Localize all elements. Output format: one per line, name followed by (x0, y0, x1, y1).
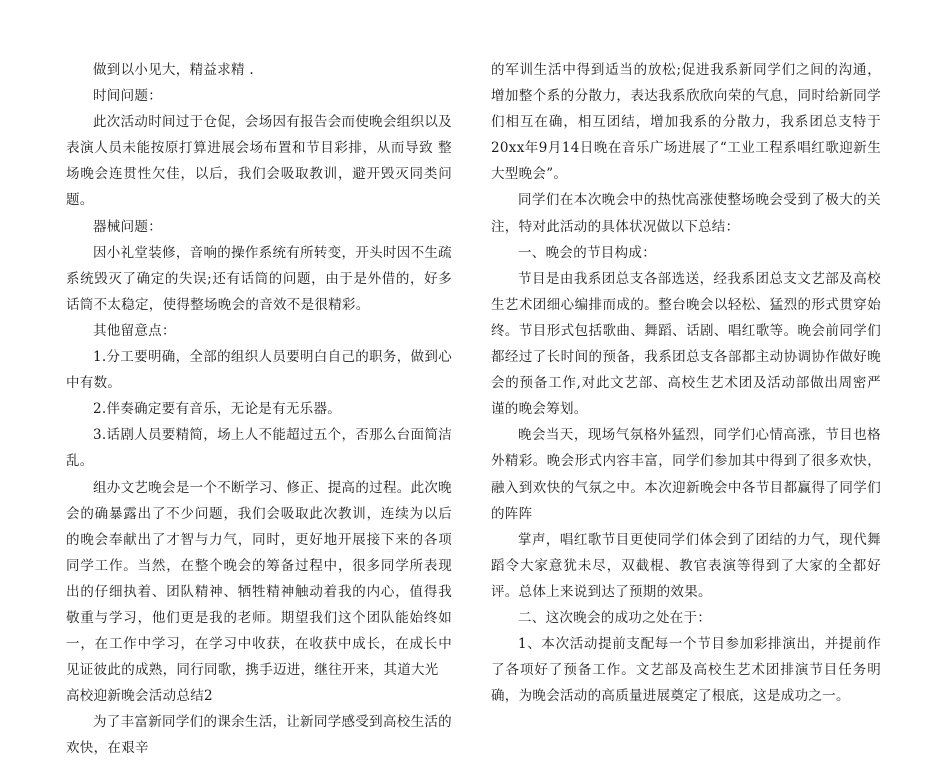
paragraph: 的军训生活中得到适当的放松;促进我系新同学们之间的沟通，增加整个系的分散力，表达我系欣欣向荣的气息，同时给新同学们相互在确，相互团结，增加我系的分散力，我系团总支特于20xx年9月14日晚在音乐广场进展了“工业工程系唱红歌迎新生大型晚会”。 (491, 62, 881, 183)
list-item: 2.伴奏确定要有音乐，无论是有无乐器。 (93, 401, 342, 418)
document-subtitle: 高校迎新晚会活动总结2 (66, 688, 213, 705)
section-heading-time: 时间问题： (93, 88, 162, 105)
paragraph: 节目是由我系团总支各部选送，经我系团总支文艺部及高校生艺术团细心编排而成的。整台晚会以轻松、猛烈的形式贯穿始终。节目形式包括歌曲、舞蹈、话剧、唱红歌等。晚会前同学们都经过了长时间的预备，我系团总支各部都主动协调协作做好晚会的预备工作,对此文艺部、高校生艺术团及活动部做出周密严谨的晚会筹划。 (491, 270, 881, 418)
list-item: 3.话剧人员要精简，场上人不能超过五个，否那么台面简洁乱。 (66, 427, 452, 470)
paragraph: 此次活动时间过于仓促，会场因有报告会而使晚会组织以及表演人员未能按原打算进展会场布置和节目彩排，从而导致 整场晚会连贯性欠佳，以后，我们会吸取教训，避开毁灭同类问题。 (66, 114, 452, 209)
paragraph: 同学们在本次晚会中的热忱高涨使整场晚会受到了极大的关注，特对此活动的具体状况做以下总结： (491, 192, 881, 235)
section-heading-program: 一、晚会的节目构成： (518, 244, 656, 261)
paragraph: 组办文艺晚会是一个不断学习、修正、提高的过程。此次晚会的确暴露出了不少问题，我们会吸取此次教训，连续为以后的晚会奉献出了才智与力气，同时，更好地开展接下来的各项同学工作。当然，在整个晚会的筹备过程中，很多同学所表现出的仔细执着、团队精神、牺牲精神触动着我的内心，值得我敬重与学习，他们更是我的老师。期望我们这个团队能始终如一，在工作中学习，在学习中收获，在收获中成长，在成长中见证彼此的成熟，同行同歌，携手迈进，继往开来，其道大光 (66, 479, 452, 679)
section-heading-notes: 其他留意点： (93, 322, 176, 339)
left-column (66, 57, 452, 762)
right-column (491, 57, 881, 709)
paragraph: 为了丰富新同学们的课余生活，让新同学感受到高校生活的欢快，在艰辛 (66, 714, 452, 757)
paragraph: 做到以小见大，精益求精 . (93, 62, 254, 78)
section-heading-success: 二、这次晚会的成功之处在于： (518, 609, 712, 626)
paragraph: 1、本次活动提前支配每一个节目参加彩排演出，并提前作了各项好了预备工作。文艺部及高校生艺术团排演节目任务明确，为晚会活动的高质量进展奠定了根底，这是成功之一。 (491, 636, 881, 705)
list-item: 1.分工要明确，全部的组织人员要明白自己的职务，做到心中有数。 (66, 349, 452, 392)
paragraph: 掌声，唱红歌节目更使同学们体会到了团结的力气，现代舞蹈令大家意犹未尽，双截棍、教官表演等得到了大家的全都好评。总体上来说到达了预期的效果。 (491, 531, 881, 600)
section-heading-equipment: 器械问题： (93, 218, 162, 235)
paragraph: 因小礼堂装修，音响的操作系统有所转变，开头时因不生疏系统毁灭了确定的失误;还有话筒的问题，由于是外借的，好多话筒不太稳定，使得整场晚会的音效不是很精彩。 (66, 244, 452, 313)
paragraph: 晚会当天，现场气氛格外猛烈，同学们心情高涨，节目也格外精彩。晚会形式内容丰富，同学们参加其中得到了很多欢快，融入到欢快的气氛之中。本次迎新晚会中各节目都赢得了同学们的阵阵 (491, 427, 881, 522)
